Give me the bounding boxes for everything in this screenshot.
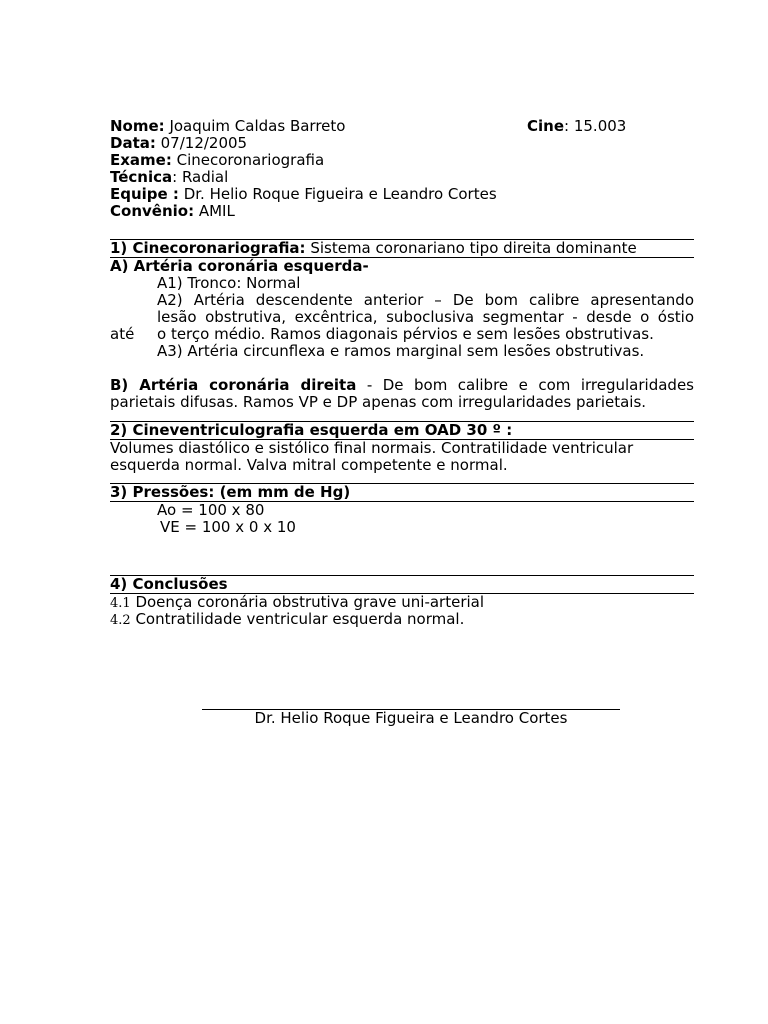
data-value: 07/12/2005 <box>155 134 248 152</box>
spacer <box>110 411 694 421</box>
conclusion-item <box>110 594 694 611</box>
a2-line1: A2) Artéria descendente anterior – De bom calibre apresentando <box>157 291 694 309</box>
section4-title: 4) Conclusões <box>110 575 228 593</box>
convenio-row <box>110 203 694 220</box>
nome-value: Joaquim Caldas Barreto <box>164 117 346 135</box>
conclusion-item <box>110 611 694 628</box>
report-body <box>110 118 694 628</box>
convenio-label: Convênio: <box>110 202 195 220</box>
exame-label: Exame: <box>110 151 172 169</box>
tecnica-label: Técnica <box>110 168 173 186</box>
conclusion-number: 4.2 <box>110 613 131 628</box>
artery-right-title: B) Artéria coronária direita <box>110 376 357 394</box>
artery-right-line2: parietais difusas. Ramos VP e DP apenas com irregularidades parietais. <box>110 393 647 411</box>
equipe-label: Equipe : <box>110 185 179 203</box>
spacer <box>110 220 694 239</box>
spacer <box>110 360 694 377</box>
artery-right-rest: - De bom calibre e com irregularidades <box>356 376 694 394</box>
cine-label: Cine <box>527 117 565 135</box>
exame-value: Cinecoronariografia <box>171 151 325 169</box>
a1-line: A1) Tronco: Normal <box>157 274 301 292</box>
artery-left-title: A) Artéria coronária esquerda- <box>110 257 369 275</box>
a2-line3-row <box>110 326 694 343</box>
cine-value: : 15.003 <box>564 117 627 135</box>
section2-title-row <box>110 421 694 440</box>
pressure-ao: Ao = 100 x 80 <box>157 501 265 519</box>
section1-title-value: Sistema coronariano tipo direita dominante <box>305 239 637 257</box>
signature-line <box>202 709 620 727</box>
signature-name: Dr. Helio Roque Figueira e Leandro Cortes <box>254 709 568 727</box>
data-label: Data: <box>110 134 156 152</box>
artery-right-line1 <box>110 377 694 394</box>
section1-title: 1) Cinecoronariografia: <box>110 239 306 257</box>
a2-ate: até <box>110 325 135 343</box>
convenio-value: AMIL <box>194 202 235 220</box>
equipe-value: Dr. Helio Roque Figueira e Leandro Cortes <box>178 185 497 203</box>
nome-row <box>110 118 694 135</box>
spacer <box>110 536 694 575</box>
section2-line1: Volumes diastólico e sistólico final normais. Contratilidade ventricular <box>110 439 634 457</box>
section1-title-row <box>110 239 694 258</box>
a3-line: A3) Artéria circunflexa e ramos marginal sem lesões obstrutivas. <box>157 342 645 360</box>
conclusion-text: Contratilidade ventricular esquerda normal. <box>130 610 465 628</box>
section3-title-row <box>110 483 694 502</box>
conclusion-text: Doença coronária obstrutiva grave uni-arterial <box>130 593 485 611</box>
a2-line3: o terço médio. Ramos diagonais pérvios e sem lesões obstrutivas. <box>157 325 654 343</box>
section2-title: 2) Cineventriculografia esquerda em OAD 30 º : <box>110 421 513 439</box>
section3-title: 3) Pressões: (em mm de Hg) <box>110 483 351 501</box>
spacer <box>110 474 694 483</box>
exame-row <box>110 152 694 169</box>
pressure-ve: VE = 100 x 0 x 10 <box>160 518 296 536</box>
tecnica-row <box>110 169 694 186</box>
tecnica-value: : Radial <box>172 168 229 186</box>
nome-label: Nome: <box>110 117 165 135</box>
a2-line2: lesão obstrutiva, excêntrica, suboclusiva segmentar - desde o óstio <box>157 308 694 326</box>
section2-line2: esquerda normal. Valva mitral competente e normal. <box>110 456 508 474</box>
cine-field <box>527 118 626 135</box>
equipe-row <box>110 186 694 203</box>
section4-title-row <box>110 575 694 594</box>
conclusion-number: 4.1 <box>110 596 131 611</box>
data-row <box>110 135 694 152</box>
